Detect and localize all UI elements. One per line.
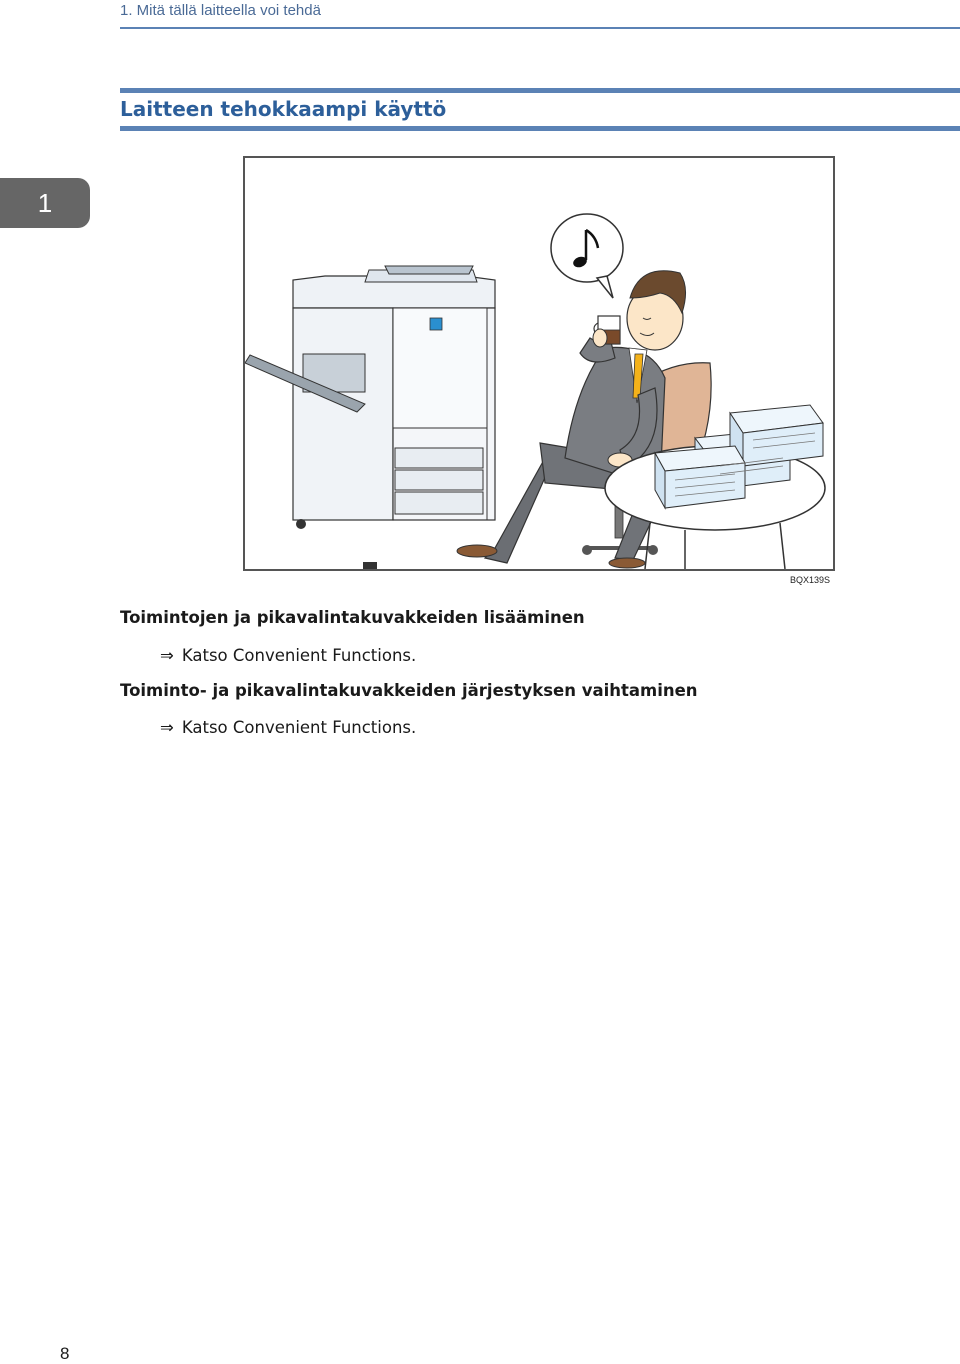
reference-arrow: ⇒ [160,718,174,737]
title-rule-bottom [120,126,960,131]
illustration-figure [243,156,835,571]
running-header: 1. Mitä tällä laitteella voi tehdä [120,2,321,19]
header-rule [120,27,960,29]
item-reference [160,646,416,665]
reference-text[interactable]: Katso Convenient Functions. [181,646,417,665]
item-heading: Toiminto- ja pikavalintakuvakkeiden järjestyksen vaihtaminen [120,681,698,700]
chapter-tab: 1 [0,178,90,228]
section-title: Laitteen tehokkaampi käyttö [120,97,447,121]
reference-arrow: ⇒ [160,646,174,665]
figure-code: BQX139S [790,575,831,585]
item-reference [160,718,416,737]
reference-text[interactable]: Katso Convenient Functions. [181,718,417,737]
copier-illustration [245,266,495,569]
item-heading: Toimintojen ja pikavalintakuvakkeiden lisääminen [120,608,585,627]
title-rule-top [120,88,960,93]
speech-bubble [551,214,623,298]
illustration-svg [245,158,833,569]
page-number: 8 [60,1344,70,1363]
